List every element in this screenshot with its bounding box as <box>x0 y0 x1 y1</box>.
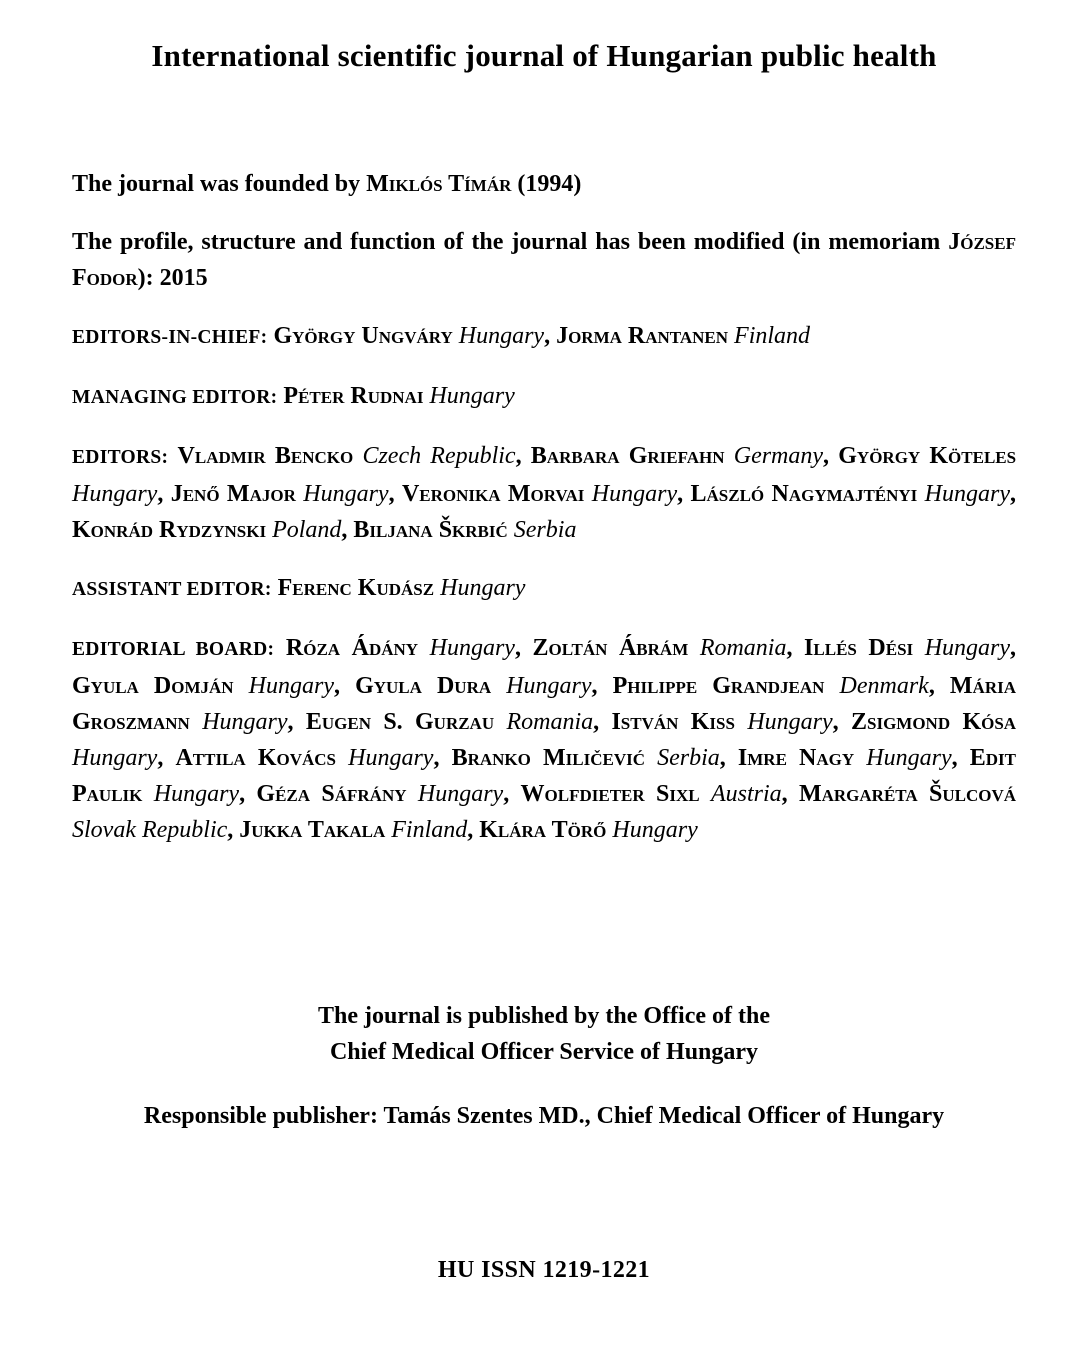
person-country: Romania <box>506 709 594 735</box>
role-label: EDITORIAL BOARD: <box>72 639 275 660</box>
person-country: Hungary <box>440 575 526 601</box>
person-name: Branko Miličević <box>451 745 645 771</box>
person-country: Germany <box>733 443 824 469</box>
person-name: Illés Dési <box>804 635 914 661</box>
role-label: MANAGING EDITOR: <box>72 387 278 408</box>
page-title: International scientific journal of Hungarian public health <box>151 38 937 73</box>
person-country: Hungary <box>612 817 698 843</box>
person-name: Vladmir Bencko <box>177 443 354 469</box>
person-name: Jukka Takala <box>239 817 386 843</box>
person-name: Jenő Major <box>170 481 296 507</box>
person-name: Klára Törő <box>479 817 607 843</box>
person-country: Denmark <box>839 673 929 699</box>
person-name: Wolfdieter Sixl <box>520 781 700 807</box>
role-paragraph <box>72 570 1016 608</box>
person-name: Gyula Dura <box>355 673 492 699</box>
person-name: Zsigmond Kósa <box>850 709 1017 735</box>
role-paragraph: EDITORS: Vladmir Bencko Czech Republic, Barbara Griefahn Germany, György Köteles Hungary, Jenő Major Hungary, Veronika Morvai Hungary, László Nagymajtényi Hungary, Konrád Rydzynski Poland, Biljana Škrbić Serbia <box>72 443 1017 543</box>
person-country: Hungary <box>458 323 545 349</box>
person-name: Ferenc Kudász <box>277 575 435 601</box>
responsible-publisher-line: Responsible publisher: Tamás Szentes MD., Chief Medical Officer of Hungary <box>143 1103 945 1129</box>
person-country: Hungary <box>417 781 504 807</box>
person-name: Mária Groszmann <box>72 673 1017 735</box>
person-country: Serbia <box>657 745 720 771</box>
person-country: Hungary <box>924 481 1010 507</box>
role-label: EDITORS: <box>72 447 169 468</box>
founded-prefix: The journal was founded by <box>72 171 367 197</box>
modified-suffix: ): 2015 <box>137 265 208 291</box>
person-country: Hungary <box>747 709 833 735</box>
person-country: Hungary <box>591 481 678 507</box>
role-label: ASSISTANT EDITOR: <box>72 579 272 600</box>
publisher-line-1: The journal is published by the Office of the <box>317 1003 771 1029</box>
person-name: Róza Ádány <box>285 635 419 661</box>
person-country: Finland <box>734 323 811 349</box>
person-country: Finland <box>391 817 468 843</box>
role-paragraph <box>72 378 1016 416</box>
person-country: Serbia <box>513 517 577 543</box>
memoriam-name: József Fodor <box>72 229 1016 291</box>
person-name: Péter Rudnai <box>283 383 424 409</box>
person-country: Hungary <box>429 635 515 661</box>
founder-name: Miklós Tímár <box>366 171 512 197</box>
person-name: Konrád Rydzynski <box>72 517 267 543</box>
person-country: Poland <box>272 517 342 543</box>
person-name: György Köteles <box>838 443 1017 469</box>
person-name: Philippe Grandjean <box>612 673 825 699</box>
person-name: Eugen S. Gurzau <box>305 709 495 735</box>
person-country: Hungary <box>248 673 334 699</box>
publisher-block <box>72 998 1016 1070</box>
person-name: Zoltán Ábrám <box>532 635 689 661</box>
role-paragraph: EDITORS-IN-CHIEF: György Ungváry Hungary, Jorma Rantanen Finland <box>72 323 811 349</box>
person-name: Edit Paulik <box>72 745 1016 807</box>
role-label: EDITORS-IN-CHIEF: <box>72 327 268 348</box>
person-country: Slovak Republic <box>72 817 228 843</box>
founded-line <box>72 166 1016 202</box>
modified-prefix: The profile, structure and function of the journal has been modified (in memoriam <box>72 229 949 255</box>
person-name: Jorma Rantanen <box>556 323 729 349</box>
person-country: Hungary <box>303 481 389 507</box>
person-country: Hungary <box>72 481 158 507</box>
person-country: Austria <box>710 781 782 807</box>
person-country: Hungary <box>153 781 240 807</box>
founded-suffix: (1994) <box>511 171 582 197</box>
person-country: Hungary <box>348 745 434 771</box>
person-name: Attila Kovács <box>175 745 336 771</box>
person-name: Géza Sáfrány <box>256 781 407 807</box>
person-country: Hungary <box>72 745 158 771</box>
person-name: Margaréta Šulcová <box>798 781 1017 807</box>
person-name: Barbara Griefahn <box>530 443 725 469</box>
person-country: Hungary <box>506 673 592 699</box>
person-country: Hungary <box>429 383 515 409</box>
roles-section <box>72 318 1016 848</box>
person-country: Hungary <box>866 745 952 771</box>
person-name: István Kiss <box>611 709 735 735</box>
publisher-line-2: Chief Medical Officer Service of Hungary <box>329 1039 759 1065</box>
person-name: Imre Nagy <box>737 745 855 771</box>
modified-line <box>72 224 1016 296</box>
role-paragraph: EDITORIAL BOARD: Róza Ádány Hungary, Zoltán Ábrám Romania, Illés Dési Hungary, Gyula Domján Hungary, Gyula Dura Hungary, Philippe Grandjean Denmark, Mária Groszmann Hungary, Eugen S. Gurzau Romania, István Kiss Hungary, Zsigmond Kósa Hungary, Attila Kovács Hungary, Branko Miličević Serbia, Imre Nagy Hungary, Edit Paulik Hungary, Géza Sáfrány Hungary, Wolfdieter Sixl Austria, Margaréta Šulcová Slovak Republic, Jukka Takala Finland, Klára Törő Hungary <box>72 635 1017 843</box>
issn-line: HU ISSN 1219-1221 <box>437 1257 651 1283</box>
person-name: Veronika Morvai <box>401 481 585 507</box>
person-country: Hungary <box>924 635 1011 661</box>
person-country: Hungary <box>202 709 288 735</box>
person-country: Czech Republic <box>362 443 516 469</box>
person-name: László Nagymajtényi <box>690 481 918 507</box>
person-name: György Ungváry <box>273 323 453 349</box>
person-country: Romania <box>699 635 787 661</box>
person-name: Gyula Domján <box>72 673 234 699</box>
person-name: Biljana Škrbić <box>353 517 508 543</box>
